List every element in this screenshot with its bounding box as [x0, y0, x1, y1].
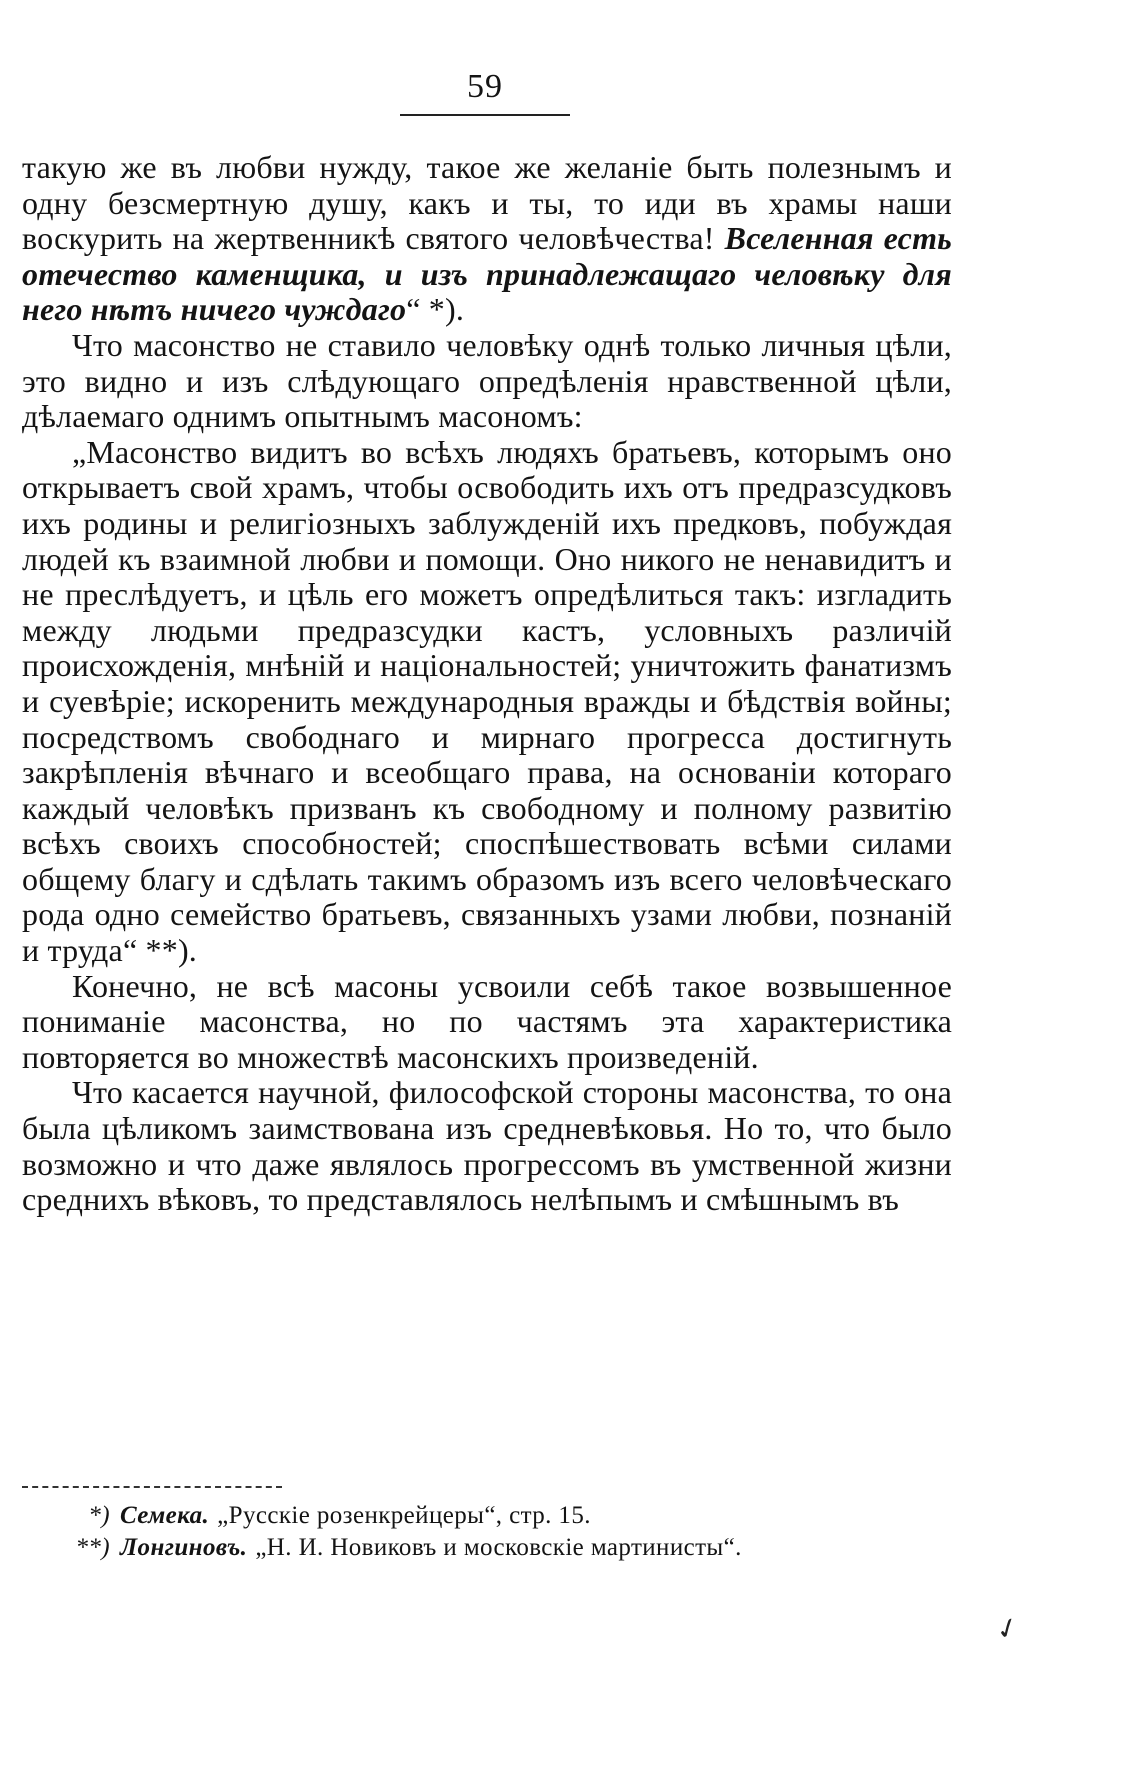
paragraph-4: Конечно, не всѣ масоны усвоили себѣ такое возвышенное пониманіе масонства, но по частямъ эта характеристика повторяется во множествѣ масонскихъ произведеній.: [22, 967, 952, 1075]
paragraph-1-italic-quote: Вселенная есть отечество каменщика, и изъ принадлежащаго человѣку для него нѣтъ ничего чуждаго: [22, 220, 952, 328]
footnote-1-text: „Русскіе розенкрейцеры“, стр. 15.: [217, 1502, 591, 1529]
footnotes: [58, 1500, 958, 1564]
paragraph-3-quote: „Масонство видитъ во всѣхъ людяхъ братьевъ, которымъ оно открываетъ свой храмъ, чтобы освободить ихъ отъ предразсудковъ ихъ родины и религіозныхъ заблужденій ихъ предковъ, побуждая людей къ взаимной любви и помощи. Оно никого не ненавидитъ и не преслѣдуетъ, и цѣль его можетъ опредѣлиться такъ: изгладить между людьми предразсудки кастъ, условныхъ различій происхожденія, мнѣній и національностей; уничтожить фанатизмъ и суевѣріе; искоренить международныя вражды и бѣдствія войны; посредствомъ свободнаго и мирнаго прогресса достигнуть закрѣпленія вѣчнаго и всеобщаго права, на основаніи котораго каждый человѣкъ призванъ къ свободному и полному развитію всѣхъ своихъ способностей; споспѣшествовать всѣми силами общему благу и сдѣлать такимъ образомъ изъ всего человѣческаго рода одно семейство братьевъ, связанныхъ узами любви, познаній и труда“ **).: [22, 433, 952, 969]
footnote-2: [58, 1532, 958, 1564]
footnote-2-text: „Н. И. Новиковъ и московскіе мартинисты“.: [255, 1534, 742, 1561]
footnote-1: [58, 1500, 958, 1532]
footnote-1-author: Семека.: [120, 1502, 210, 1529]
paragraph-1-text: такую же въ любви нужду, такое же желаніе быть полезнымъ и одну безсмертную душу, какъ и ты, то иди въ храмы наши воскурить на жертвенникѣ святого человѣчества!: [22, 149, 952, 257]
footnote-1-mark: *): [88, 1502, 110, 1529]
stray-pencil-mark: ✓: [991, 1610, 1025, 1649]
header-rule: [400, 114, 570, 116]
paragraph-2: Что масонство не ставило человѣку однѣ только личныя цѣли, это видно и изъ слѣдующаго опредѣленія нравственной цѣли, дѣлаемаго однимъ опытнымъ масономъ:: [22, 326, 952, 435]
footnote-2-author: Лонгиновъ.: [120, 1534, 248, 1561]
body-text: [22, 150, 952, 1218]
page-number: 59: [467, 68, 503, 105]
paragraph-1-footnote-ref: “ *).: [406, 291, 465, 328]
footnote-2-mark: **): [75, 1534, 110, 1561]
paragraph-1: [22, 150, 952, 328]
footnote-rule: [22, 1486, 282, 1488]
paragraph-5: Что касается научной, философской стороны масонства, то она была цѣликомъ заимствована изъ средневѣковья. Но то, что было возможно и что даже являлось прогрессомъ въ умственной жизни среднихъ вѣковъ, то представлялось нелѣпымъ и смѣшнымъ въ: [22, 1074, 952, 1218]
